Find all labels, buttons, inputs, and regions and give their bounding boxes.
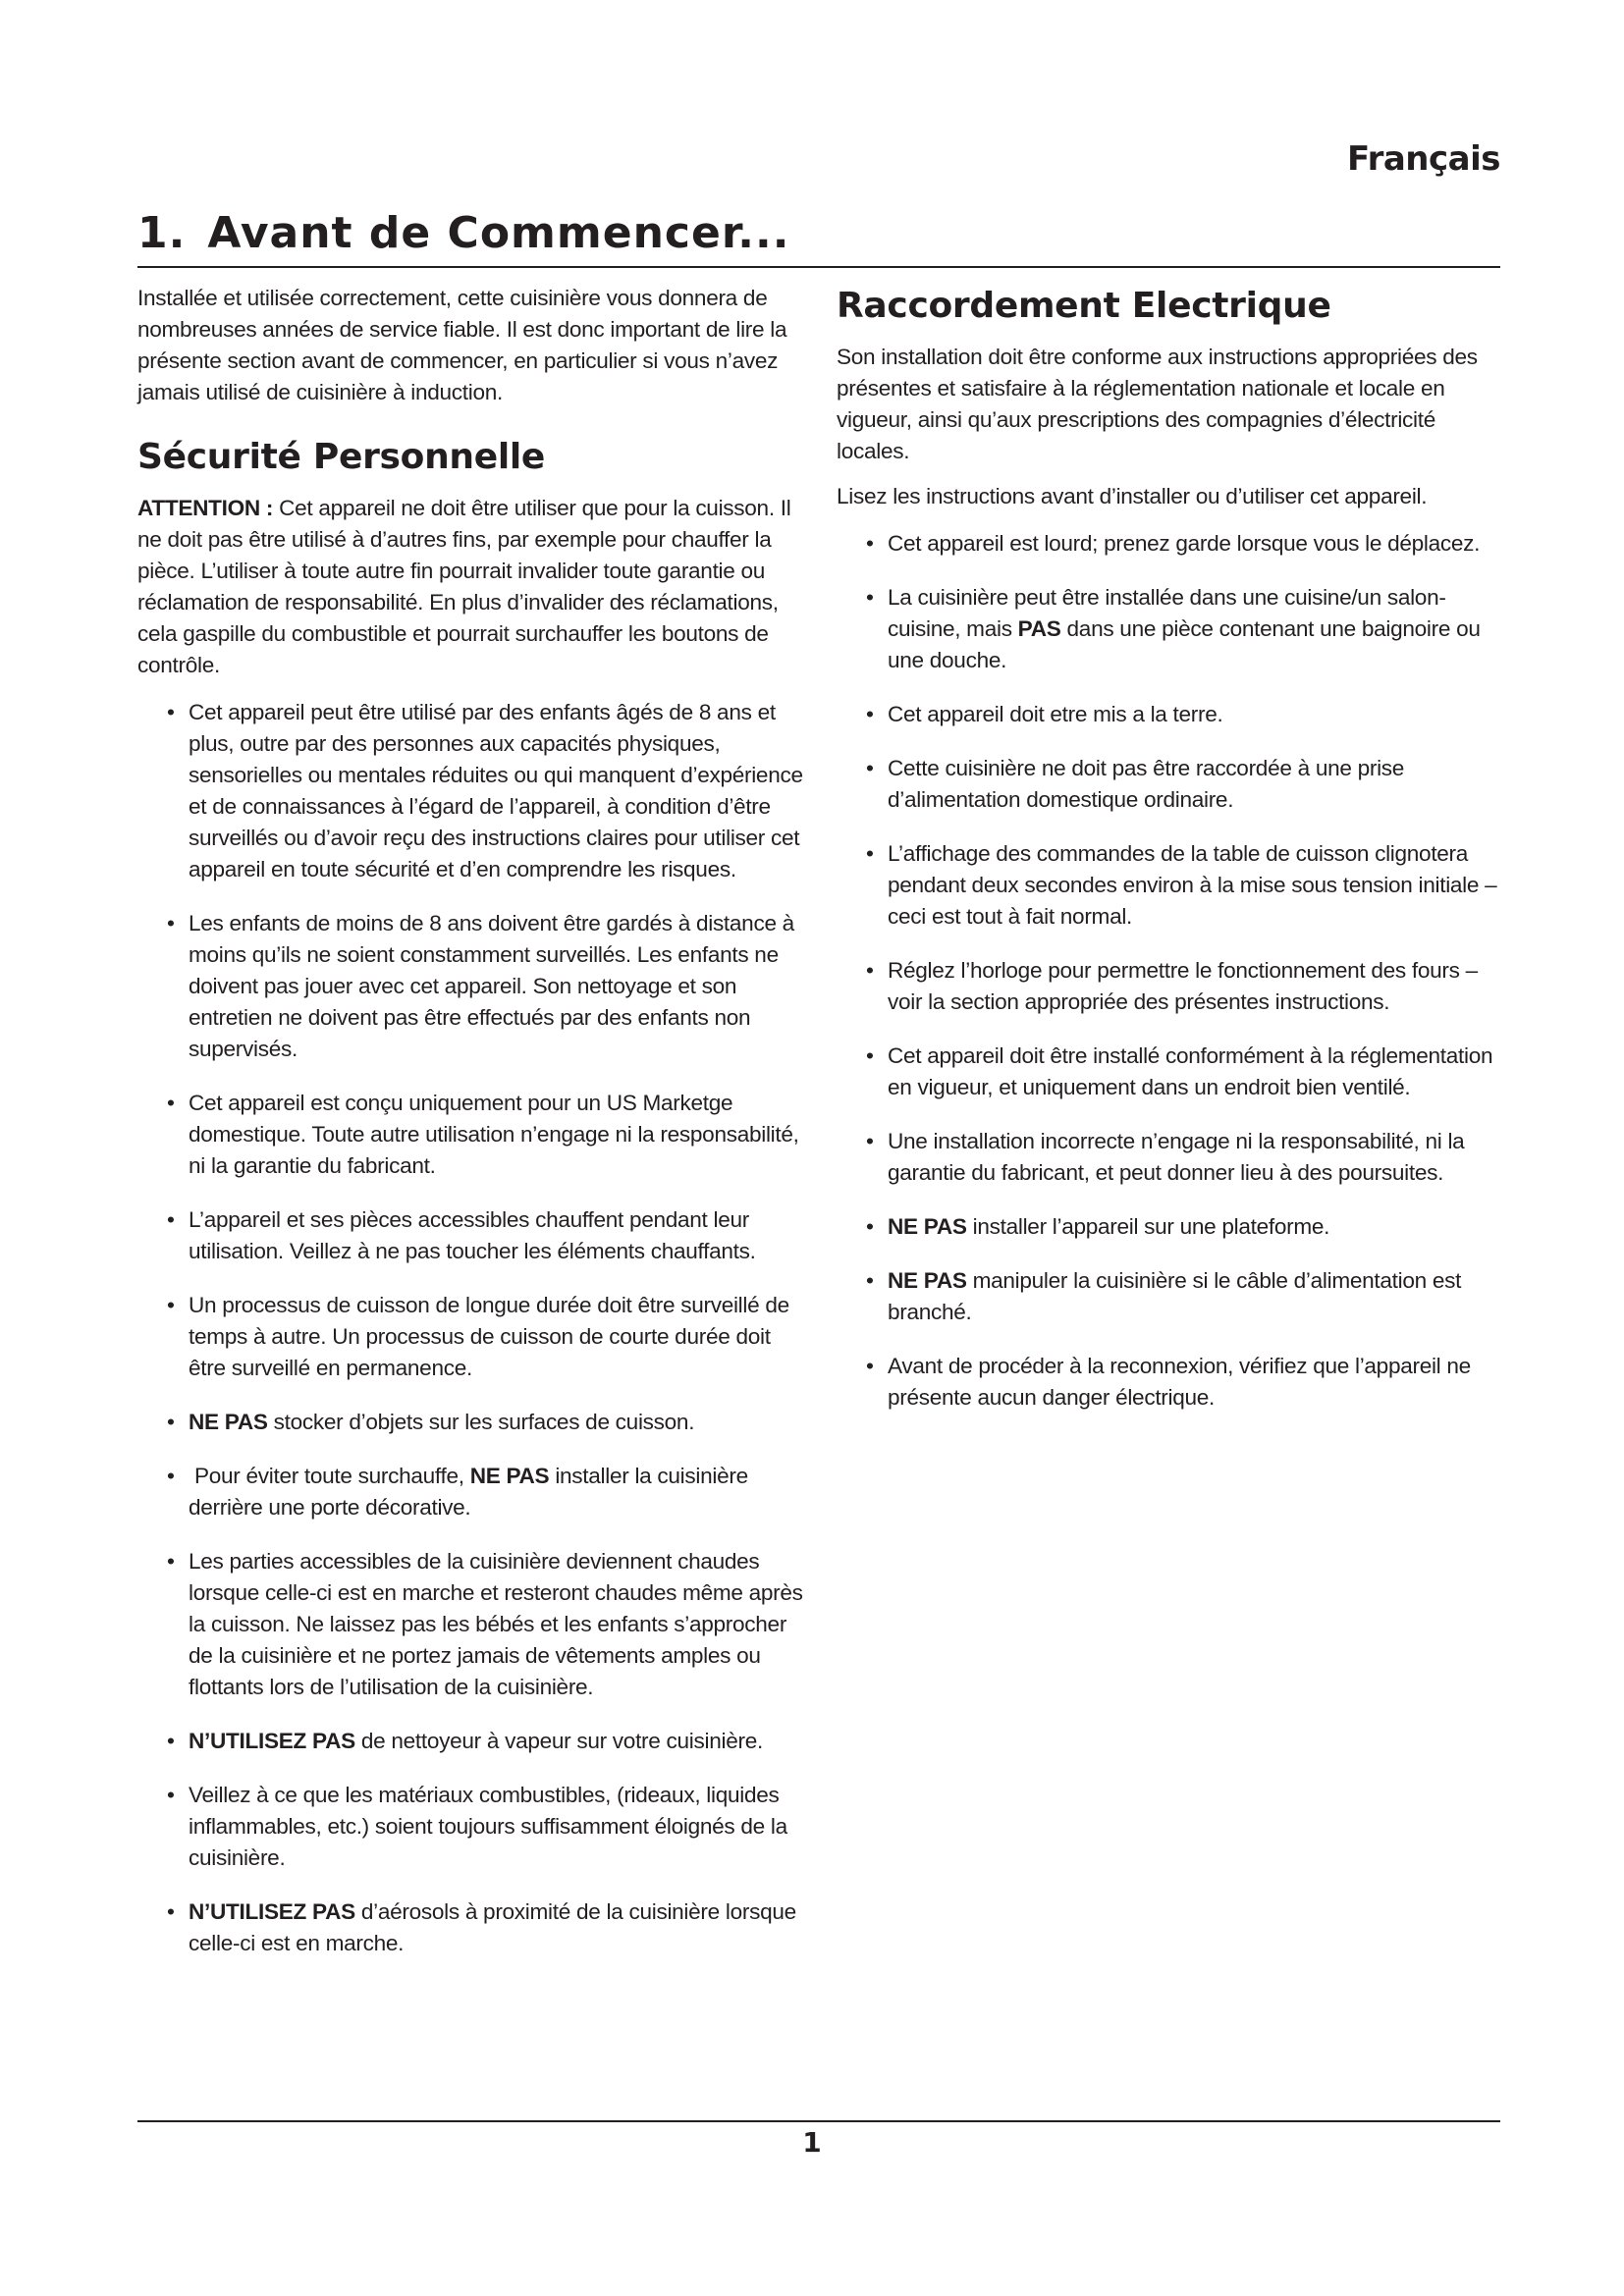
list-item bbox=[167, 1290, 805, 1384]
item-text: Les parties accessibles de la cuisinière deviennent chaudes lorsque celle-ci est en marche et resteront chaudes même après la cuisson. Ne laissez pas les bébés et les enfants s’approcher de la cuisinière et ne portez jamais de vêtements amples ou flottants lors de l’utilisation de la cuisinière. bbox=[189, 1549, 803, 1699]
list-item bbox=[866, 753, 1510, 816]
bullet-icon: • bbox=[866, 958, 874, 983]
list-item bbox=[866, 699, 1510, 730]
item-emphasis: N’UTILISEZ PAS bbox=[189, 1899, 355, 1924]
attention-paragraph bbox=[137, 493, 805, 681]
bullet-icon: • bbox=[866, 531, 874, 556]
item-text: manipuler la cuisinière si le câble d’alimentation est branché. bbox=[888, 1268, 1462, 1324]
electrical-connection-heading: Raccordement Electrique bbox=[837, 286, 1331, 326]
list-item bbox=[167, 697, 805, 885]
item-text: d’aérosols à proximité de la cuisinière lorsque celle-ci est en marche. bbox=[189, 1899, 796, 1955]
electrical-list bbox=[837, 528, 1510, 1414]
item-text: L’affichage des commandes de la table de cuisson clignotera pendant deux secondes environ à la mise sous tension initiale – ceci est tout à fait normal. bbox=[888, 841, 1497, 929]
bullet-icon: • bbox=[866, 1043, 874, 1068]
bullet-icon: • bbox=[866, 841, 874, 866]
bullet-icon: • bbox=[167, 1899, 175, 1924]
bullet-icon: • bbox=[167, 1729, 175, 1753]
section-title: Avant de Commencer... bbox=[207, 208, 790, 258]
bullet-icon: • bbox=[167, 1464, 175, 1488]
list-item bbox=[167, 1546, 805, 1703]
list-item bbox=[866, 1351, 1510, 1414]
list-item bbox=[167, 1407, 805, 1438]
item-emphasis: N’UTILISEZ PAS bbox=[189, 1729, 355, 1753]
bullet-icon: • bbox=[167, 1783, 175, 1807]
list-item bbox=[167, 1461, 805, 1523]
left-column bbox=[137, 283, 805, 1982]
bullet-icon: • bbox=[866, 702, 874, 726]
intro-paragraph: Installée et utilisée correctement, cette cuisinière vous donnera de nombreuses années de service fiable. Il est donc important de lire la présente section avant de commencer, en particulier si vous n’avez jamais utilisé de cuisinière à induction. bbox=[137, 286, 787, 404]
item-text: Veillez à ce que les matériaux combustibles, (rideaux, liquides inflammables, etc.) soient toujours suffisamment éloignés de la cuisinière. bbox=[189, 1783, 787, 1870]
item-text: Une installation incorrecte n’engage ni la responsabilité, ni la garantie du fabricant, et peut donner lieu à des poursuites. bbox=[888, 1129, 1465, 1185]
item-text: installer la cuisinière derrière une porte décorative. bbox=[189, 1464, 748, 1520]
item-text: L’appareil et ses pièces accessibles chauffent pendant leur utilisation. Veillez à ne pas toucher les éléments chauffants. bbox=[189, 1207, 756, 1263]
list-item bbox=[866, 1265, 1510, 1328]
electrical-intro: Son installation doit être conforme aux instructions appropriées des présentes et satisfaire à la réglementation nationale et locale en vigueur, ainsi qu’aux prescriptions des compagnies d’électricité locales. bbox=[837, 345, 1478, 463]
list-item bbox=[866, 1041, 1510, 1103]
bullet-icon: • bbox=[167, 700, 175, 724]
right-column bbox=[837, 283, 1510, 1436]
bullet-icon: • bbox=[167, 1549, 175, 1574]
top-divider bbox=[137, 266, 1500, 268]
item-text: Cet appareil doit etre mis a la terre. bbox=[888, 702, 1223, 726]
bullet-icon: • bbox=[167, 1293, 175, 1317]
item-text: Réglez l’horloge pour permettre le fonctionnement des fours – voir la section appropriée des présentes instructions. bbox=[888, 958, 1478, 1014]
list-item bbox=[866, 955, 1510, 1018]
personal-safety-heading: Sécurité Personnelle bbox=[137, 437, 546, 477]
item-emphasis: PAS bbox=[1017, 616, 1061, 641]
item-text: La cuisinière peut être installée dans une cuisine/un salon-cuisine, mais bbox=[888, 585, 1446, 641]
list-item bbox=[167, 1204, 805, 1267]
item-text: de nettoyeur à vapeur sur votre cuisinière. bbox=[354, 1729, 763, 1753]
list-item bbox=[167, 1896, 805, 1959]
list-item bbox=[167, 1726, 805, 1757]
item-text: Cet appareil est lourd; prenez garde lorsque vous le déplacez. bbox=[888, 531, 1481, 556]
page-number: 1 bbox=[802, 2126, 822, 2159]
item-emphasis: NE PAS bbox=[469, 1464, 550, 1488]
list-item bbox=[167, 908, 805, 1065]
attention-text: Cet appareil ne doit être utiliser que pour la cuisson. Il ne doit pas être utilisé à d’autres fins, par exemple pour chauffer la pièce. L’utiliser à toute autre fin pourrait invalider toute garantie ou réclamation de responsabilité. En plus d’invalider des réclamations, cela gaspille du combustible et pourrait surchauffer les boutons de contrôle. bbox=[137, 496, 791, 677]
item-text: dans une pièce contenant une baignoire ou une douche. bbox=[888, 616, 1481, 672]
item-text: installer l’appareil sur une plateforme. bbox=[966, 1214, 1330, 1239]
item-emphasis: NE PAS bbox=[888, 1214, 967, 1239]
bullet-icon: • bbox=[866, 756, 874, 780]
item-text: Un processus de cuisson de longue durée doit être surveillé de temps à autre. Un processus de cuisson de courte durée doit être surveillé en permanence. bbox=[189, 1293, 789, 1380]
bullet-icon: • bbox=[167, 911, 175, 935]
item-emphasis: NE PAS bbox=[189, 1410, 268, 1434]
item-text: Les enfants de moins de 8 ans doivent être gardés à distance à moins qu’ils ne soient constamment surveillés. Les enfants ne doivent pas jouer avec cet appareil. Son nettoyage et son entretien ne doivent pas être effectués par des enfants non supervisés. bbox=[189, 911, 794, 1061]
language-label: Français bbox=[1347, 139, 1500, 179]
item-text: Cet appareil peut être utilisé par des enfants âgés de 8 ans et plus, outre par des personnes aux capacités physiques, sensorielles ou mentales réduites ou qui manquent d’expérience et de connaissances à l’égard de l’appareil, à condition d’être surveillés ou d’avoir reçu des instructions claires pour utiliser cet appareil en toute sécurité et d’en comprendre les risques. bbox=[189, 700, 803, 881]
item-text: Avant de procéder à la reconnexion, vérifiez que l’appareil ne présente aucun danger électrique. bbox=[888, 1354, 1471, 1410]
bullet-icon: • bbox=[866, 585, 874, 610]
bottom-divider bbox=[137, 2120, 1500, 2122]
bullet-icon: • bbox=[167, 1410, 175, 1434]
bullet-icon: • bbox=[167, 1207, 175, 1232]
bullet-icon: • bbox=[866, 1268, 874, 1293]
list-item bbox=[167, 1780, 805, 1874]
safety-list bbox=[137, 697, 805, 1959]
attention-label: ATTENTION : bbox=[137, 496, 274, 520]
bullet-icon: • bbox=[866, 1129, 874, 1153]
electrical-lead: Lisez les instructions avant d’installer ou d’utiliser cet appareil. bbox=[837, 484, 1428, 508]
list-item bbox=[167, 1088, 805, 1182]
item-text: Cet appareil est conçu uniquement pour un US Marketge domestique. Toute autre utilisation n’engage ni la responsabilité, ni la garantie du fabricant. bbox=[189, 1091, 799, 1178]
item-text: stocker d’objets sur les surfaces de cuisson. bbox=[267, 1410, 695, 1434]
list-item bbox=[866, 1211, 1510, 1243]
bullet-icon: • bbox=[866, 1354, 874, 1378]
item-text: Pour éviter toute surchauffe, bbox=[189, 1464, 470, 1488]
item-emphasis: NE PAS bbox=[888, 1268, 967, 1293]
list-item bbox=[866, 582, 1510, 676]
list-item bbox=[866, 838, 1510, 933]
page-title bbox=[137, 208, 789, 258]
list-item bbox=[866, 1126, 1510, 1189]
list-item bbox=[866, 528, 1510, 560]
item-text: Cette cuisinière ne doit pas être raccordée à une prise d’alimentation domestique ordinaire. bbox=[888, 756, 1405, 812]
bullet-icon: • bbox=[167, 1091, 175, 1115]
bullet-icon: • bbox=[866, 1214, 874, 1239]
item-text: Cet appareil doit être installé conformément à la réglementation en vigueur, et uniquement dans un endroit bien ventilé. bbox=[888, 1043, 1493, 1099]
section-number: 1. bbox=[137, 208, 187, 258]
